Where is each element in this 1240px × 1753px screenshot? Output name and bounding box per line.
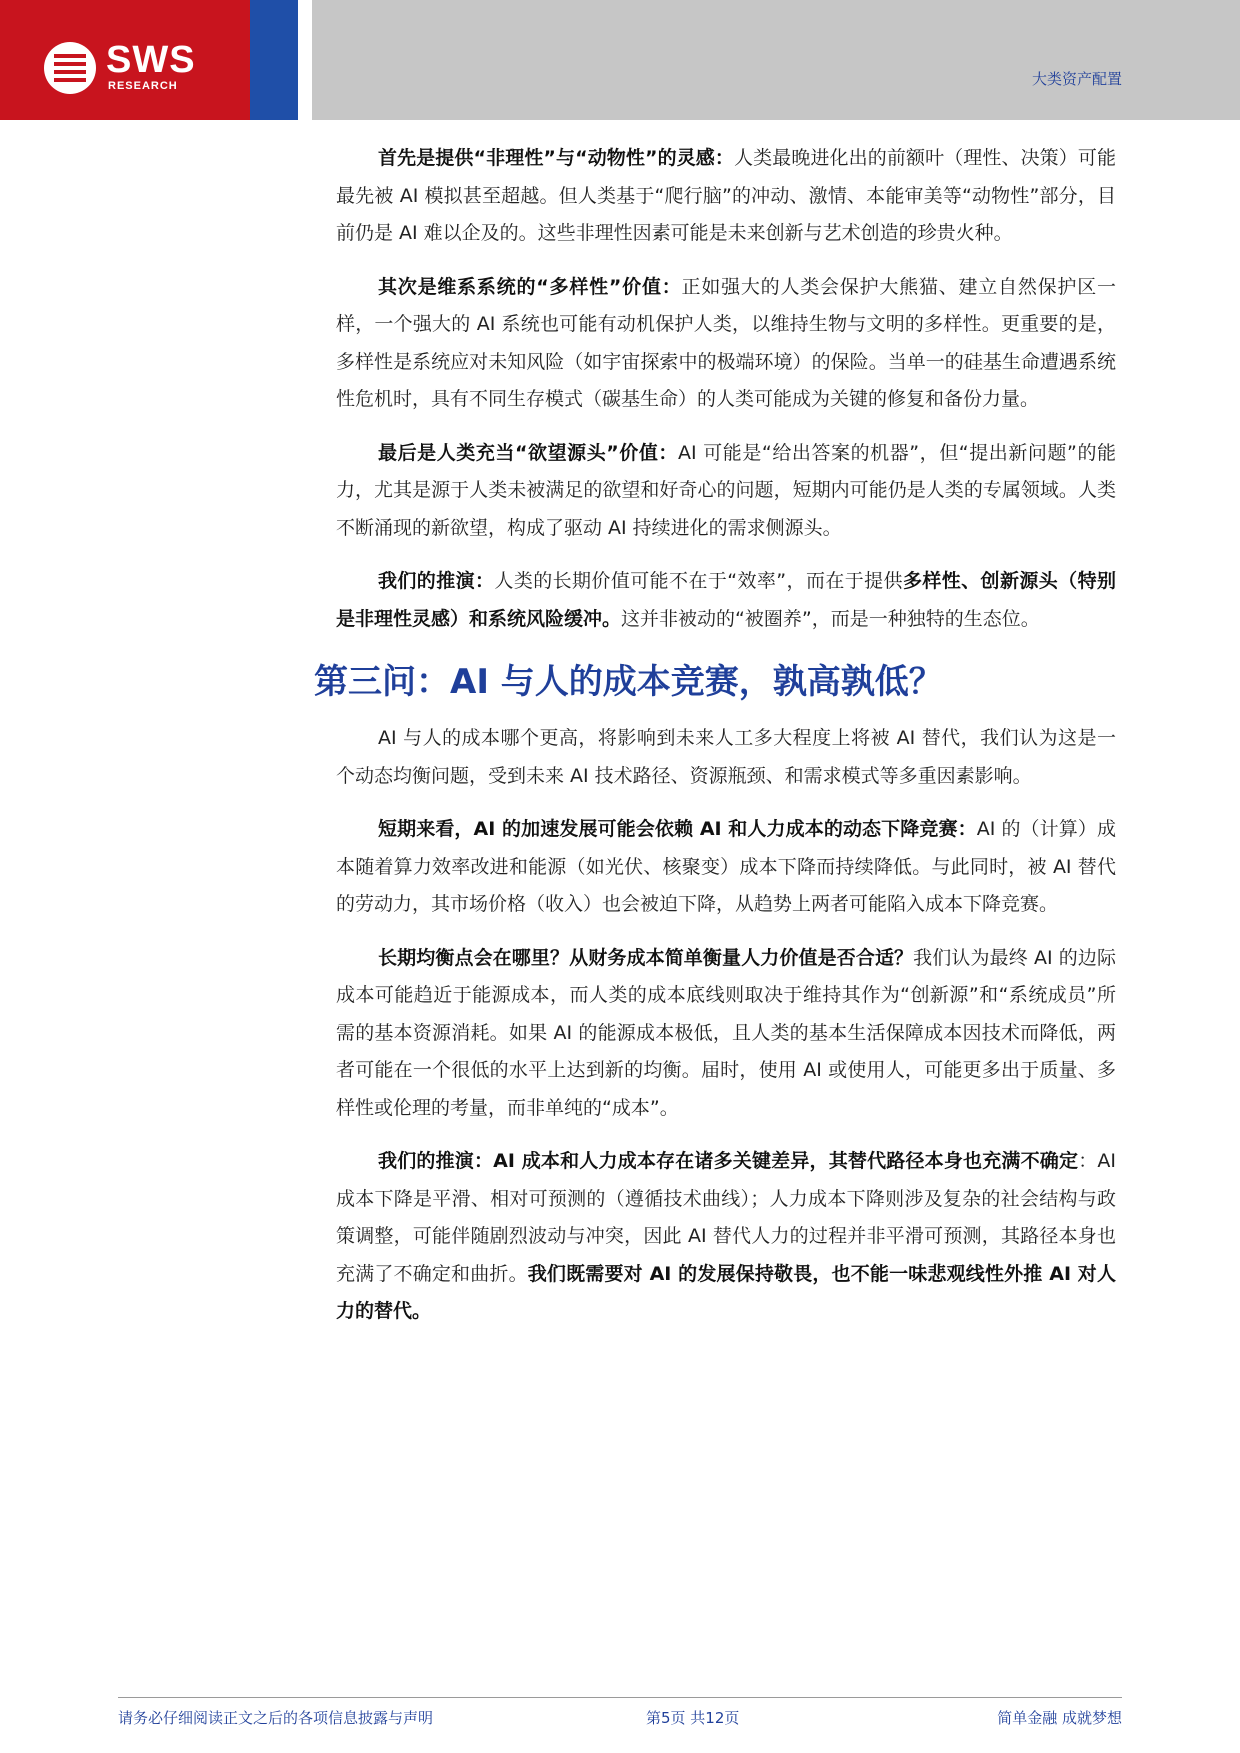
paragraph-long-term [336, 940, 1116, 1128]
paragraph-text: 人类的长期价值可能不在于“效率”，而在于提供 [494, 570, 903, 592]
paragraph-text: 这并非被动的“被圈养”，而是一种独特的生态位。 [621, 607, 1040, 630]
paragraph-emphasis: 我们既需要对 AI 的发展保持敬畏，也不能一味悲观线性外推 AI 对人力的替代。 [336, 1262, 1116, 1322]
header-accent-bar [250, 0, 298, 120]
paragraph-lead: 短期来看，AI 的加速发展可能会依赖 AI 和人力成本的动态下降竞赛： [378, 818, 977, 840]
paragraph-emphasis: 多样性、创新源头（特别是非理性灵感）和系统风险缓冲。 [336, 570, 1116, 630]
paragraph-text: 正如强大的人类会保护大熊猫、建立自然保护区一样，一个强大的 AI 系统也可能有动机保护人类，以维持生物与文明的多样性。更重要的是，多样性是系统应对未知风险（如宇宙探索中的极端环境）的保险。当单一的硅基生命遭遇系统性危机时，具有不同生存模式（碳基生命）的人类可能成为关键的修复和备份力量。 [336, 275, 1116, 410]
paragraph-cost-intro [336, 720, 1116, 795]
report-category: 大类资产配置 [1031, 70, 1122, 88]
logo-mark-icon [44, 42, 96, 94]
footer-slogan: 简单金融 成就梦想 [997, 1709, 1122, 1727]
paragraph-text: AI 的（计算）成本随着算力效率改进和能源（如光伏、核聚变）成本下降而持续降低。与此同时，被 AI 替代的劳动力，其市场价格（收入）也会被迫下降，从趋势上两者可能陷入成本下降竞赛。 [336, 818, 1116, 915]
paragraph-text: AI 与人的成本哪个更高，将影响到未来人工多大程度上将被 AI 替代，我们认为这是一个动态均衡问题，受到未来 AI 技术路径、资源瓶颈、和需求模式等多重因素影响。 [336, 727, 1116, 787]
paragraph-diversity [336, 269, 1116, 419]
header-band [312, 0, 1240, 120]
paragraph-irrationality [336, 140, 1116, 253]
sws-logo [44, 40, 214, 96]
paragraph-lead: 我们的推演：AI 成本和人力成本存在诸多关键差异，其替代路径本身也充满不确定 [378, 1150, 1079, 1172]
report-body [314, 140, 1117, 1347]
paragraph-desire-source [336, 435, 1116, 548]
paragraph-lead: 其次是维系系统的“多样性”价值： [378, 275, 682, 298]
page-number: 第5页 共12页 [646, 1709, 740, 1727]
paragraph-lead: 首先是提供“非理性”与“动物性”的灵感： [378, 147, 735, 169]
paragraph-deduction-1 [336, 563, 1116, 638]
paragraph-text: AI 可能是“给出答案的机器”，但“提出新问题”的能力，尤其是源于人类未被满足的欲望和好奇心的问题，短期内可能仍是人类的专属领域。人类不断涌现的新欲望，构成了驱动 AI 持续进化的需求侧源头。 [336, 441, 1117, 539]
paragraph-deduction-2 [336, 1143, 1116, 1331]
paragraph-lead: 最后是人类充当“欲望源头”价值： [378, 441, 679, 464]
paragraph-text: 人类最晚进化出的前额叶（理性、决策）可能最先被 AI 模拟甚至超越。但人类基于“爬行脑”的冲动、激情、本能审美等“动物性”部分，目前仍是 AI 难以企及的。这些非理性因素可能是未来创新与艺术创造的珍贵火种。 [336, 147, 1116, 244]
paragraph-text: ：AI 成本下降是平滑、相对可预测的（遵循技术曲线）；人力成本下降则涉及复杂的社会结构与政策调整，可能伴随剧烈波动与冲突，因此 AI 替代人力的过程并非平滑可预测，其路径本身也充满了不确定和曲折。 [336, 1150, 1116, 1285]
footer-divider [118, 1697, 1122, 1698]
paragraph-lead: 我们的推演： [378, 570, 495, 592]
footer-disclaimer: 请务必仔细阅读正文之后的各项信息披露与声明 [118, 1709, 434, 1727]
logo-text: SWS [106, 39, 196, 81]
section-title: 第三问：AI 与人的成本竞赛，孰高孰低？ [314, 662, 943, 702]
header-brand-block [0, 0, 250, 120]
paragraph-lead: 长期均衡点会在哪里？从财务成本简单衡量人力价值是否合适？ [378, 946, 914, 969]
paragraph-text: 我们认为最终 AI 的边际成本可能趋近于能源成本，而人类的成本底线则取决于维持其作为“创新源”和“系统成员”所需的基本资源消耗。如果 AI 的能源成本极低，且人类的基本生活保障成本因技术而降低，两者可能在一个很低的水平上达到新的均衡。届时，使用 AI 或使用人，可能更多出于质量、多样性或伦理的考量，而非单纯的“成本”。 [336, 946, 1116, 1119]
logo-subtext: RESEARCH [108, 80, 178, 92]
paragraph-short-term [336, 811, 1116, 924]
